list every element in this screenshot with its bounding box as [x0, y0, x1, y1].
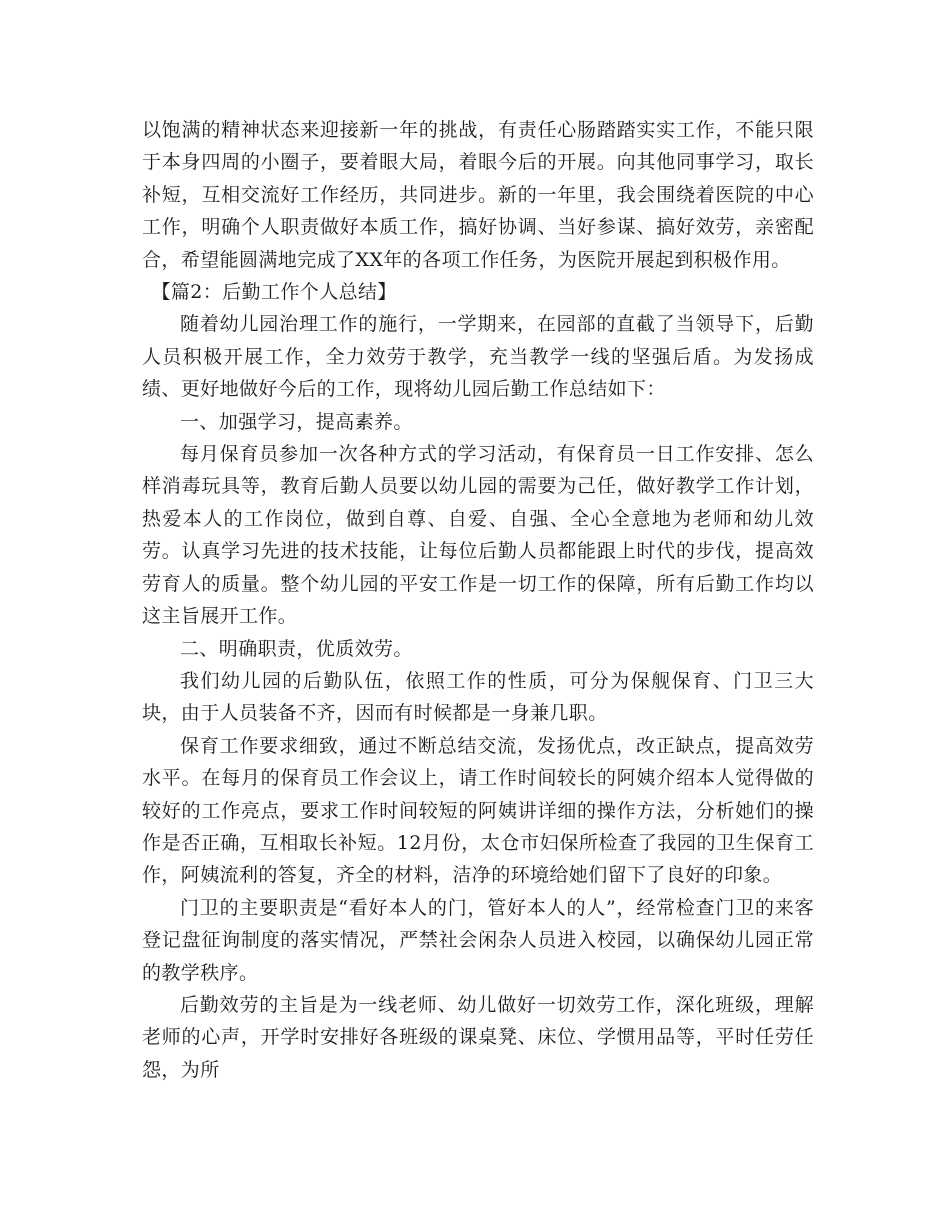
paragraph-intro: 随着幼儿园治理工作的施行，一学期来，在园部的直截了当领导下，后勤人员积极开展工作，全力效劳于教学，充当教学一线的坚强后盾。为发扬成绩、更好地做好今后的工作，现将幼儿园后勤工作总结如下： [142, 313, 814, 401]
paragraph-study: 每月保育员参加一次各种方式的学习活动，有保育员一日工作安排、怎么样消毒玩具等，教育后勤人员要以幼儿园的需要为己任，做好教学工作计划，热爱本人的工作岗位，做到自尊、自爱、自强、全心全意地为老师和幼儿效劳。认真学习先进的技术技能，让每位后勤人员都能跟上时代的步伐，提高效劳育人的质量。整个幼儿园的平安工作是一切工作的保障，所有后勤工作均以这主旨展开工作。 [142, 443, 814, 628]
paragraph-guard: 门卫的主要职责是“看好本人的门，管好本人的人”，经常检查门卫的来客登记盘征询制度的落实情况，严禁社会闲杂人员进入校园，以确保幼儿园正常的教学秩序。 [142, 896, 814, 984]
paragraph-team: 我们幼儿园的后勤队伍，依照工作的性质，可分为保舰保育、门卫三大块，由于人员装备不齐，因而有时候都是一身兼几职。 [142, 669, 814, 725]
subheading-duties: 二、明确职责，优质效劳。 [180, 637, 413, 660]
paragraph-continued: 以饱满的精神状态来迎接新一年的挑战，有责任心肠踏踏实实工作，不能只限于本身四周的小圈子，要着眼大局，着眼今后的开展。向其他同事学习，取长补短，互相交流好工作经历，共同进步。新的一年里，我会围绕着医院的中心工作，明确个人职责做好本质工作，搞好协调、当好参谋、搞好效劳，亲密配合，希望能圆满地完成了XX年的各项工作任务，为医院开展起到积极作用。 [142, 119, 814, 271]
section-title: 【篇2：后勤工作个人总结】 [151, 281, 397, 304]
paragraph-service: 后勤效劳的主旨是为一线老师、幼儿做好一切效劳工作，深化班级，理解老师的心声，开学时安排好各班级的课桌凳、床位、学惯用品等，平时任劳任怨，为所 [142, 993, 814, 1081]
document-body [142, 114, 814, 1086]
subheading-study: 一、加强学习，提高素养。 [180, 410, 413, 433]
paragraph-care: 保育工作要求细致，通过不断总结交流，发扬优点，改正缺点，提高效劳水平。在每月的保育员工作会议上，请工作时间较长的阿姨介绍本人觉得做的较好的工作亮点，要求工作时间较短的阿姨讲详细的操作方法，分析她们的操作是否正确，互相取长补短。12月份，太仓市妇保所检查了我园的卫生保育工作，阿姨流利的答复，齐全的材料，洁净的环境给她们留下了良好的印象。 [142, 734, 814, 887]
